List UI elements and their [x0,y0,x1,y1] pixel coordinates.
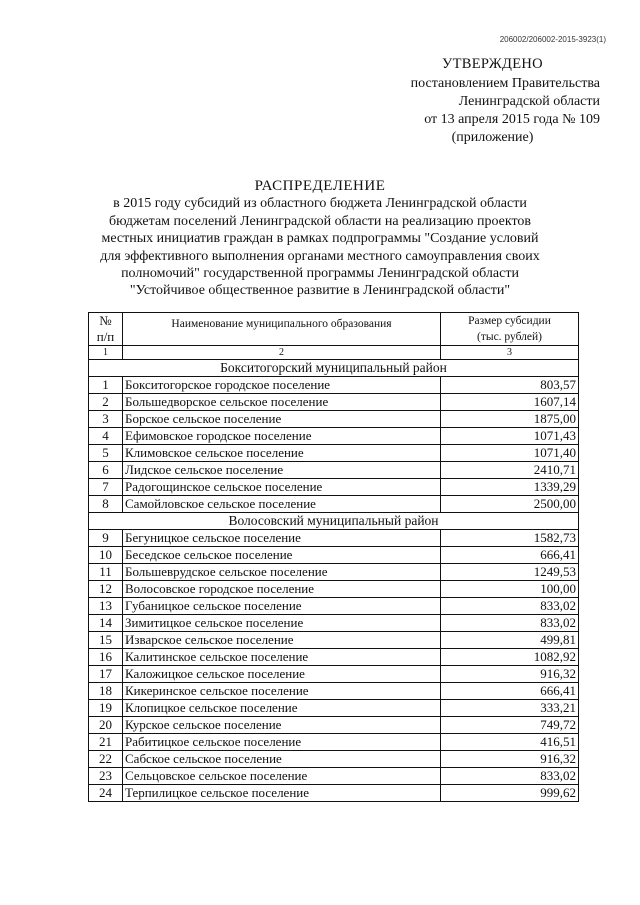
header-name: Наименование муниципального образования [123,313,441,346]
column-index-row [89,346,579,360]
row-number: 11 [89,564,123,581]
row-amount: 833,02 [441,768,579,785]
row-number: 3 [89,411,123,428]
table-row [89,785,579,802]
row-amount: 749,72 [441,717,579,734]
row-municipality: Лидское сельское поселение [123,462,441,479]
row-municipality: Большеврудское сельское поселение [123,564,441,581]
row-municipality: Рабитицкое сельское поселение [123,734,441,751]
document-heading [60,178,580,300]
row-amount: 1071,43 [441,428,579,445]
row-municipality: Губаницкое сельское поселение [123,598,441,615]
row-municipality: Зимитицкое сельское поселение [123,615,441,632]
row-amount: 916,32 [441,751,579,768]
header-number-line1: № [99,313,112,328]
table-row [89,479,579,496]
header-number-line2: п/п [96,329,115,344]
heading-lines [60,195,580,299]
district-name: Бокситогорский муниципальный район [89,360,579,377]
table-body [89,360,579,802]
row-amount: 1082,92 [441,649,579,666]
row-number: 8 [89,496,123,513]
row-number: 24 [89,785,123,802]
row-number: 9 [89,530,123,547]
row-amount: 666,41 [441,547,579,564]
table-row [89,496,579,513]
row-municipality: Изварское сельское поселение [123,632,441,649]
table-row [89,581,579,598]
row-amount: 803,57 [441,377,579,394]
table-row [89,598,579,615]
column-index-1: 1 [89,346,123,360]
row-municipality: Беседское сельское поселение [123,547,441,564]
row-municipality: Климовское сельское поселение [123,445,441,462]
row-number: 6 [89,462,123,479]
table-row [89,530,579,547]
row-number: 18 [89,683,123,700]
approval-stamp [385,55,600,147]
row-number: 2 [89,394,123,411]
row-municipality: Волосовское городское поселение [123,581,441,598]
row-amount: 2500,00 [441,496,579,513]
row-number: 19 [89,700,123,717]
table-row [89,615,579,632]
row-municipality: Бокситогорское городское поселение [123,377,441,394]
row-amount: 1607,14 [441,394,579,411]
row-number: 22 [89,751,123,768]
row-number: 13 [89,598,123,615]
row-number: 21 [89,734,123,751]
document-title: РАСПРЕДЕЛЕНИЕ [254,178,386,194]
row-amount: 1071,40 [441,445,579,462]
row-municipality: Большедворское сельское поселение [123,394,441,411]
district-name: Волосовский муниципальный район [89,513,579,530]
column-index-2: 2 [123,346,441,360]
row-municipality: Радогощинское сельское поселение [123,479,441,496]
row-municipality: Клопицкое сельское поселение [123,700,441,717]
table-row [89,717,579,734]
header-amount [441,313,579,346]
table-row [89,394,579,411]
row-amount: 416,51 [441,734,579,751]
row-amount: 916,32 [441,666,579,683]
row-amount: 833,02 [441,598,579,615]
approval-title: УТВЕРЖДЕНО [442,56,543,72]
row-amount: 333,21 [441,700,579,717]
table-row [89,377,579,394]
table-header-row [89,313,579,346]
heading-line: для эффективного выполнения органами местного самоуправления своих [100,248,540,264]
heading-line: местных инициатив граждан в рамках подпрограммы "Создание условий [101,231,539,247]
approval-line-2: Ленинградской области [458,94,600,109]
table-row [89,768,579,785]
row-municipality: Терпилицкое сельское поселение [123,785,441,802]
column-index-3: 3 [441,346,579,360]
row-number: 10 [89,547,123,564]
row-municipality: Самойловское сельское поселение [123,496,441,513]
row-municipality: Сабское сельское поселение [123,751,441,768]
table-row [89,751,579,768]
header-amount-line2: (тыс. рублей) [476,331,543,343]
header-amount-line1: Размер субсидии [468,315,551,327]
row-amount: 1582,73 [441,530,579,547]
row-number: 14 [89,615,123,632]
table-row [89,734,579,751]
row-number: 12 [89,581,123,598]
row-municipality: Кикеринское сельское поселение [123,683,441,700]
row-number: 23 [89,768,123,785]
row-municipality: Сельцовское сельское поселение [123,768,441,785]
row-amount: 1339,29 [441,479,579,496]
header-number [89,313,123,346]
approval-line-4: (приложение) [451,130,534,145]
district-row [89,513,579,530]
table-row [89,700,579,717]
heading-line: "Устойчивое общественное развитие в Ленинградской области" [129,283,511,299]
row-municipality: Ефимовское городское поселение [123,428,441,445]
row-number: 15 [89,632,123,649]
heading-line: полномочий" государственной программы Ленинградской области [121,266,519,282]
row-number: 1 [89,377,123,394]
table-row [89,666,579,683]
table-row [89,411,579,428]
row-amount: 1249,53 [441,564,579,581]
table-row [89,547,579,564]
approval-line-3: от 13 апреля 2015 года № 109 [424,112,600,127]
table-row [89,445,579,462]
row-amount: 666,41 [441,683,579,700]
document-code: 206002/206002-2015-3923(1) [499,35,606,44]
table-row [89,564,579,581]
table-row [89,683,579,700]
row-amount: 999,62 [441,785,579,802]
heading-line: в 2015 году субсидий из областного бюджета Ленинградской области [113,196,527,212]
row-municipality: Бегуницкое сельское поселение [123,530,441,547]
row-municipality: Курское сельское поселение [123,717,441,734]
row-number: 5 [89,445,123,462]
row-number: 20 [89,717,123,734]
row-amount: 2410,71 [441,462,579,479]
row-amount: 1875,00 [441,411,579,428]
table-row [89,649,579,666]
row-number: 16 [89,649,123,666]
heading-line: бюджетам поселений Ленинградской области на реализацию проектов [108,213,532,229]
table-row [89,632,579,649]
row-number: 7 [89,479,123,496]
table-row [89,428,579,445]
distribution-table [88,312,579,802]
row-amount: 100,00 [441,581,579,598]
approval-line-1: постановлением Правительства [410,76,600,91]
row-amount: 499,81 [441,632,579,649]
row-number: 4 [89,428,123,445]
row-amount: 833,02 [441,615,579,632]
table-row [89,462,579,479]
row-number: 17 [89,666,123,683]
row-municipality: Борское сельское поселение [123,411,441,428]
row-municipality: Каложицкое сельское поселение [123,666,441,683]
row-municipality: Калитинское сельское поселение [123,649,441,666]
district-row [89,360,579,377]
